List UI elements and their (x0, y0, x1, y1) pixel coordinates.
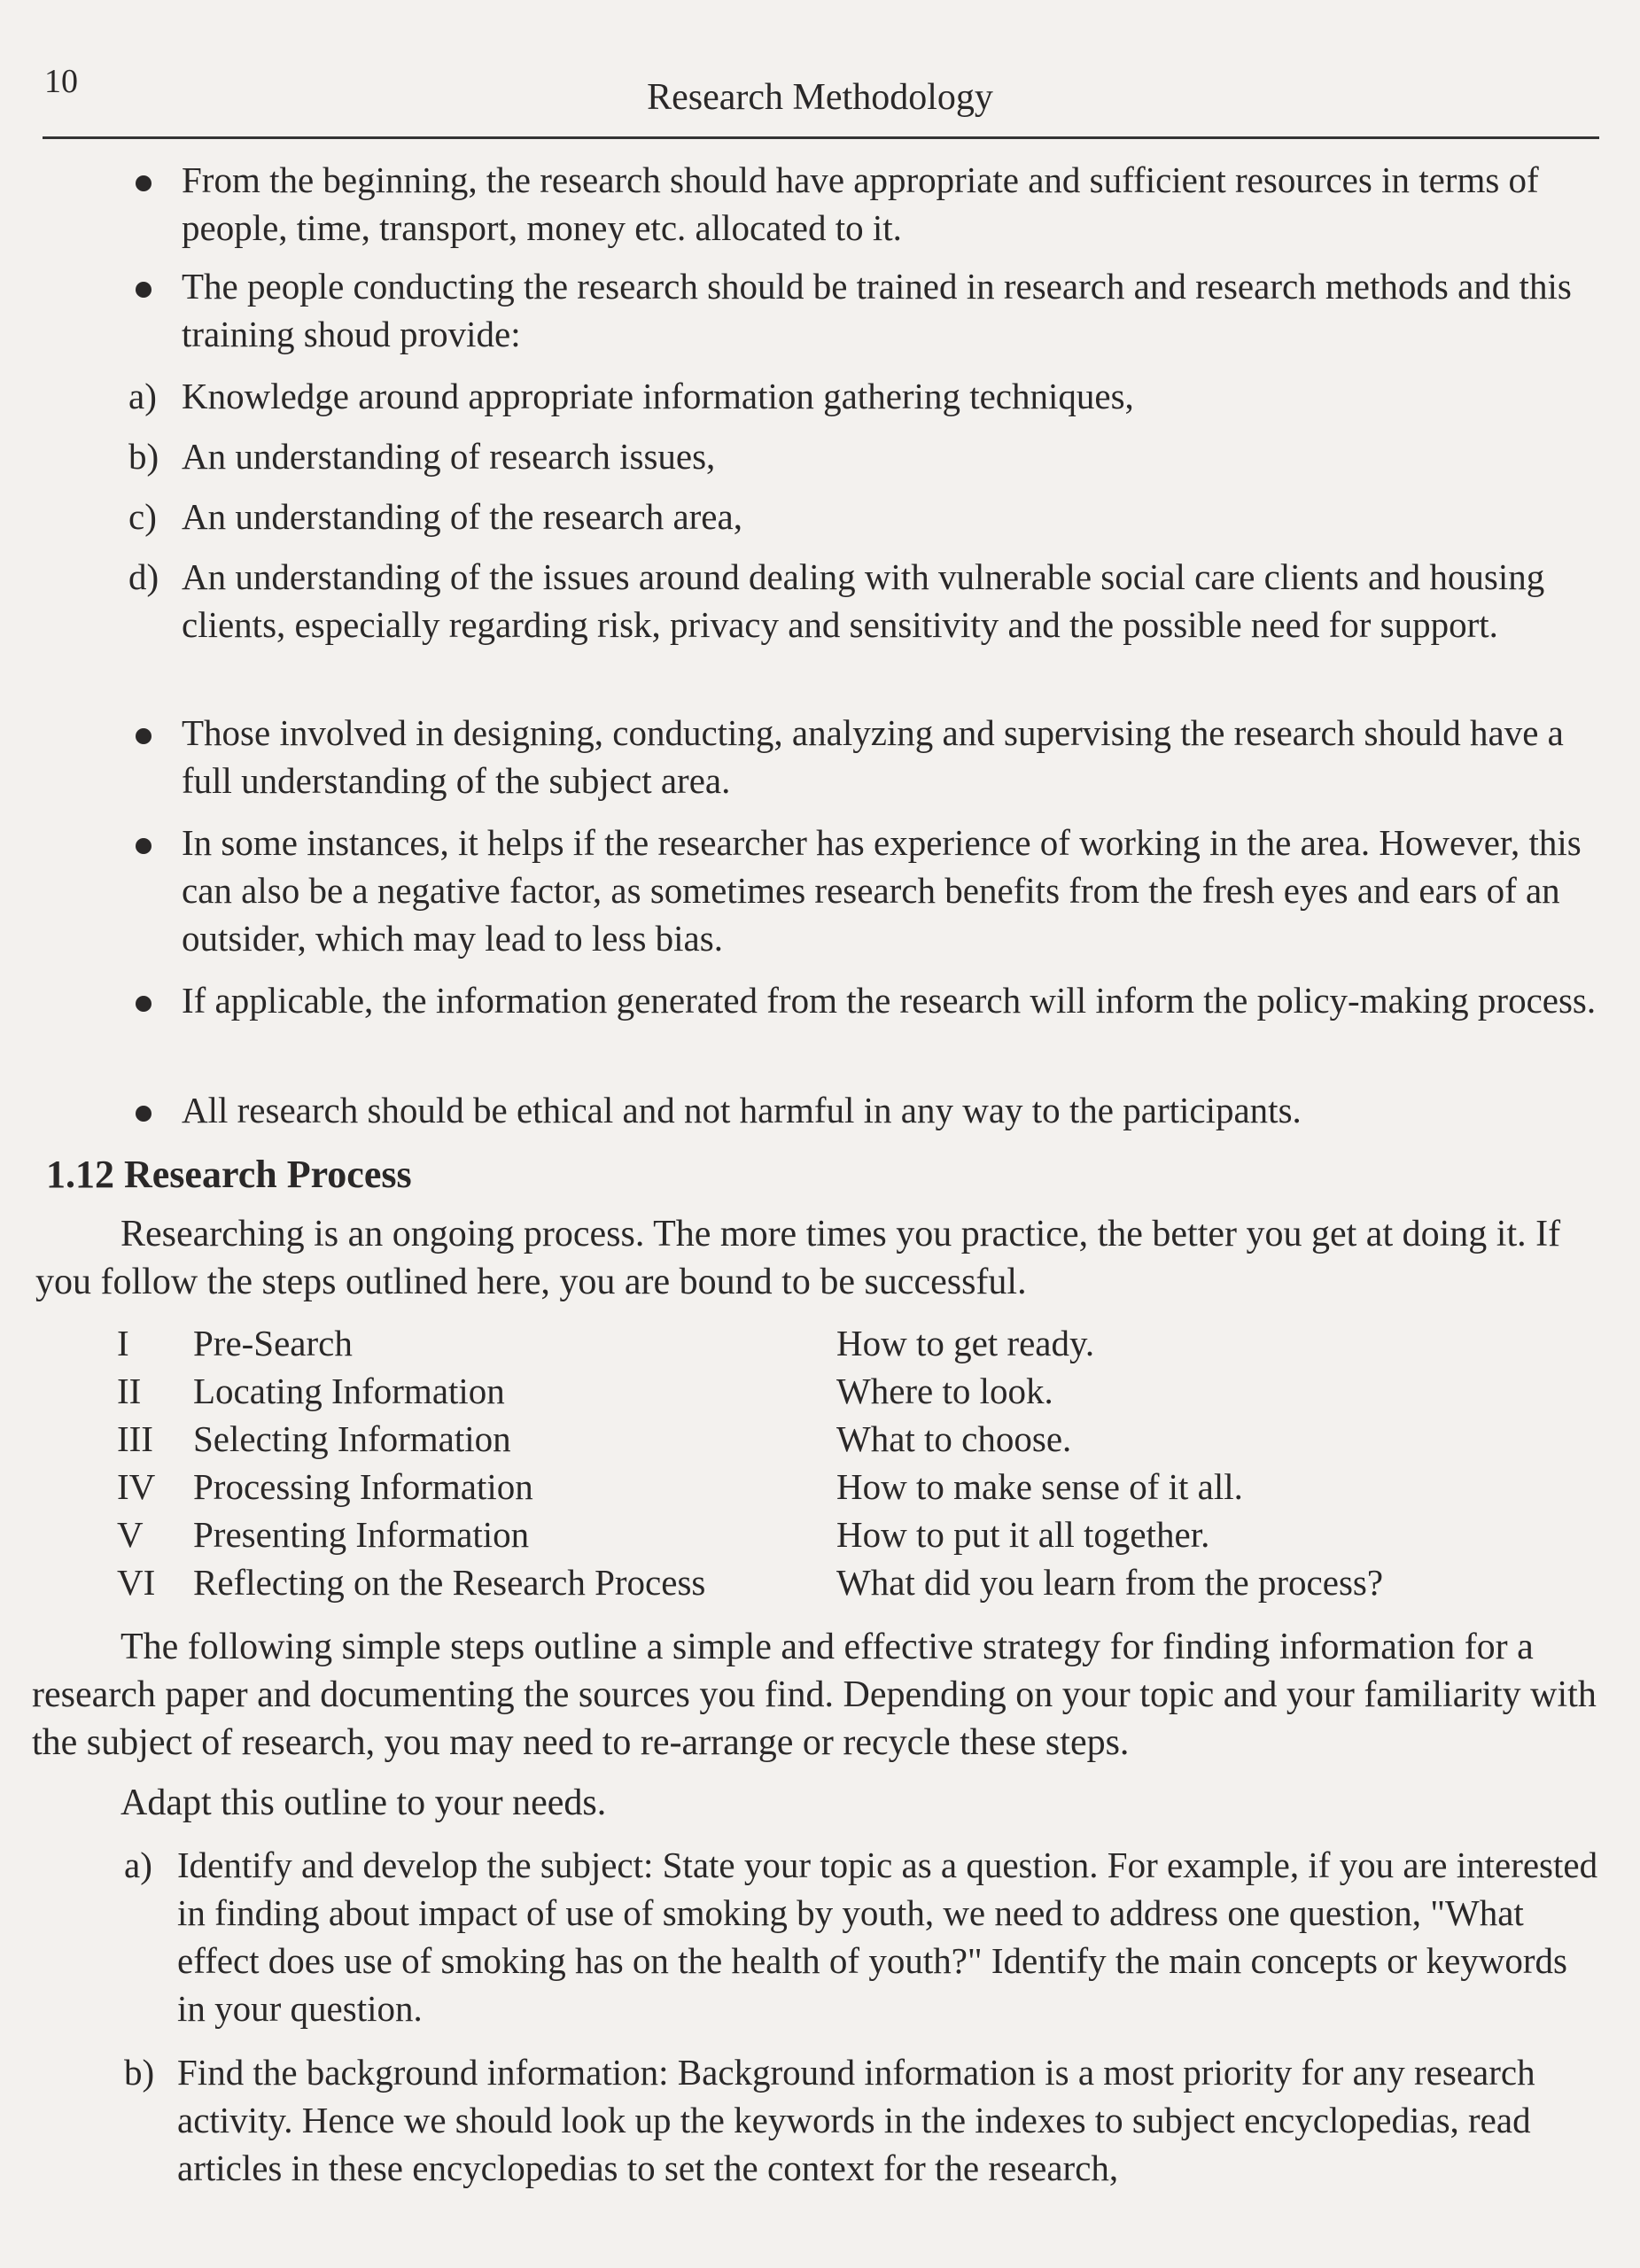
list-label: a) (128, 376, 157, 416)
list-item (128, 553, 1599, 649)
step-numeral: IV (117, 1466, 156, 1507)
bullet-text: If applicable, the information generated from the research will inform the policy-making process. (182, 980, 1597, 1021)
list-item (128, 372, 1599, 420)
bullet-icon (136, 175, 152, 191)
step-desc: Where to look. (836, 1371, 1053, 1411)
list-label: b) (124, 2052, 155, 2093)
list-text: An understanding of research issues, (182, 436, 716, 477)
list-label: b) (128, 436, 159, 477)
list-label: c) (128, 496, 157, 537)
step-numeral: I (117, 1323, 129, 1363)
adapt-line: Adapt this outline to your needs. (120, 1783, 607, 1823)
header-rule (43, 136, 1599, 139)
bullet-item (182, 819, 1599, 962)
step-numeral: V (117, 1514, 144, 1555)
bullet-item (182, 976, 1599, 1024)
running-header: Research Methodology (647, 77, 993, 118)
step-name: Presenting Information (193, 1514, 530, 1555)
bullet-icon (136, 728, 152, 744)
bullet-icon (136, 282, 152, 298)
list-text: An understanding of the issues around dealing with vulnerable social care clients and housing clients, especially regarding risk, privacy and sensitivity and the possible need for support. (182, 556, 1545, 645)
bullet-icon (136, 1106, 152, 1122)
outline-item (124, 1841, 1599, 2032)
section-intro: Researching is an ongoing process. The more times you practice, the better you get at doing it. If you follow the steps outlined here, you are bound to be successful. (35, 1214, 1561, 1302)
bullet-icon (136, 838, 152, 854)
outline-item (124, 2048, 1599, 2192)
bullet-text: In some instances, it helps if the researcher has experience of working in the area. However, this can also be a negative factor, as sometimes research benefits from the fresh eyes and ears of an outsider, which may lead to less bias. (182, 822, 1582, 959)
bullet-item (182, 156, 1599, 252)
list-text: Find the background information: Background information is a most priority for any research activity. Hence we should look up the keywords in the indexes to subject encyclopedias, read articles in these encyclopedias to set the context for the research, (177, 2052, 1535, 2188)
bullet-item (182, 709, 1599, 804)
list-label: a) (124, 1845, 152, 1885)
step-desc: What to choose. (836, 1418, 1072, 1459)
section-heading: 1.12 Research Process (46, 1153, 412, 1196)
step-name: Selecting Information (193, 1418, 511, 1459)
page-number: 10 (44, 63, 78, 100)
step-numeral: VI (117, 1562, 156, 1603)
strategy-paragraph: The following simple steps outline a simple and effective strategy for finding information for a research paper and documenting the sources you find. Depending on your topic and your familiarity with the subject of research, you may need to re-arrange or recycle these steps. (32, 1627, 1597, 1763)
list-text: An understanding of the research area, (182, 496, 742, 537)
list-text: Knowledge around appropriate information gathering techniques, (182, 376, 1134, 416)
list-text: Identify and develop the subject: State your topic as a question. For example, if you are interested in finding about impact of use of smoking by youth, we need to address one question, "What effect does use of smoking has on the health of youth?" Identify the main concepts or keywords in your question. (177, 1845, 1598, 2029)
bullet-item (182, 1086, 1599, 1134)
list-label: d) (128, 556, 159, 597)
bullet-text: All research should be ethical and not harmful in any way to the participants. (182, 1090, 1302, 1130)
step-name: Reflecting on the Research Process (193, 1562, 706, 1603)
step-numeral: II (117, 1371, 142, 1411)
bullet-icon (136, 996, 152, 1012)
step-name: Locating Information (193, 1371, 505, 1411)
step-numeral: III (117, 1418, 153, 1459)
bullet-text: The people conducting the research should be trained in research and research methods and this training shoud provide: (182, 266, 1572, 354)
step-desc: What did you learn from the process? (836, 1562, 1384, 1603)
step-desc: How to put it all together. (836, 1514, 1210, 1555)
step-desc: How to make sense of it all. (836, 1466, 1243, 1507)
bullet-item (182, 262, 1599, 358)
bullet-text: Those involved in designing, conducting, analyzing and supervising the research should have a full understanding of the subject area. (182, 712, 1564, 801)
step-name: Processing Information (193, 1466, 533, 1507)
step-name: Pre-Search (193, 1323, 353, 1363)
bullet-text: From the beginning, the research should have appropriate and sufficient resources in terms of people, time, transport, money etc. allocated to it. (182, 159, 1539, 248)
list-item (128, 493, 1599, 540)
step-desc: How to get ready. (836, 1323, 1095, 1363)
list-item (128, 432, 1599, 480)
